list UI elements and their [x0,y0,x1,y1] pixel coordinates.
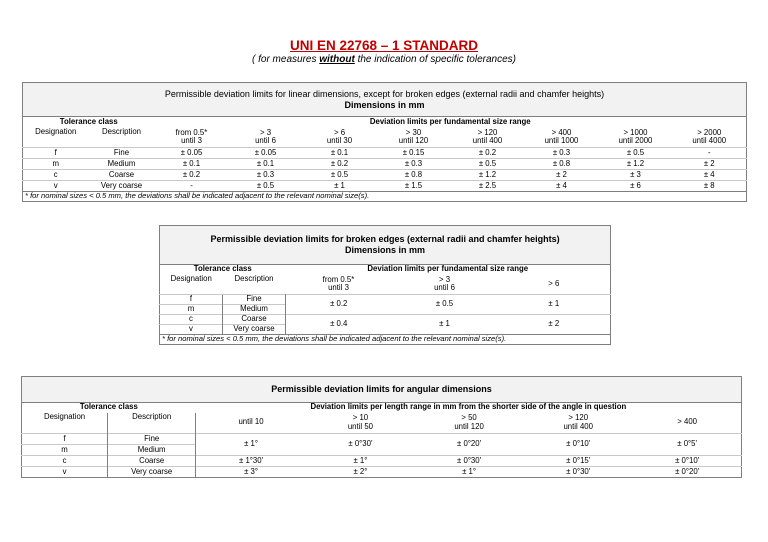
range-until: until 6 [434,283,455,293]
range-until: until 30 [326,136,353,146]
deviation-cell: ± 4 [525,181,599,192]
table-row [22,434,742,445]
size-range-header [229,128,303,148]
range-from: > 3 [438,274,451,284]
deviation-cell: ± 6 [599,181,673,192]
deviation-cell: ± 0.3 [377,159,451,170]
tolerance-class-header: Tolerance class [160,265,286,275]
deviation-cell: ± 1 [498,295,611,315]
broken-table-title [160,226,611,265]
description-cell: Medium [89,159,155,170]
deviation-cell: ± 1° [415,467,523,478]
linear-table-title [23,83,747,117]
size-range-header [599,128,673,148]
designation-cell: m [22,445,108,456]
size-range-header [392,275,498,295]
range-from: > 6 [548,278,560,288]
description-cell: Coarse [108,456,196,467]
range-until: until 2000 [618,136,653,146]
document-subtitle [0,54,768,65]
deviation-cell: ± 0°5' [633,434,741,456]
range-from: > 30 [405,127,422,137]
description-header: Description [234,274,274,283]
broken-title-line2: Dimensions in mm [345,245,426,255]
range-until: until 50 [347,421,373,431]
deviation-cell: ± 1.2 [599,159,673,170]
description-cell: Fine [223,295,286,305]
designation-header: Designation [35,127,77,136]
deviation-limits-header: Deviation limits per fundamental size range [286,265,611,275]
description-header: Description [102,127,141,136]
description-cell: Medium [108,445,196,456]
description-cell: Very coarse [89,181,155,192]
deviation-cell: ± 0.4 [286,315,392,335]
range-from: until 10 [238,417,264,427]
size-range-header [498,275,611,295]
designation-cell: f [23,148,89,159]
deviation-cell: ± 0.15 [377,148,451,159]
deviation-cell: ± 0.2 [451,148,525,159]
deviation-cell: ± 1° [306,456,415,467]
designation-cell: v [160,325,223,335]
description-cell: Fine [108,434,196,445]
deviation-cell: ± 4 [673,170,747,181]
angular-title: Permissible deviation limits for angular dimensions [271,384,492,394]
subtitle-before: ( for measures [252,54,320,65]
size-range-header [377,128,451,148]
range-from: from 0.5* [175,127,208,137]
deviation-cell: ± 0.8 [377,170,451,181]
description-cell: Coarse [223,315,286,325]
designation-cell: v [22,467,108,478]
description-header: Description [108,413,196,434]
designation-cell: f [160,295,223,305]
deviation-cell: ± 0.2 [303,159,377,170]
range-from: > 50 [461,413,477,423]
length-range-header [633,413,741,434]
deviation-cell: ± 0°30' [306,434,415,456]
range-from: from 0.5* [322,274,355,284]
deviation-cell: ± 0°30' [415,456,523,467]
range-from: > 400 [551,127,572,137]
table-row [23,181,747,192]
description-cell: Very coarse [223,325,286,335]
tolerance-class-header: Tolerance class [22,403,196,413]
length-range-header [196,413,306,434]
deviation-cell: ± 0.1 [155,159,229,170]
range-from: > 3 [259,127,272,137]
designation-cell: v [23,181,89,192]
deviation-cell: ± 0°15' [523,456,633,467]
linear-title-line1: Permissible deviation limits for linear dimensions, except for broken edges (external radii and chamfer heights) [164,88,605,99]
deviation-cell: ± 0.1 [303,148,377,159]
designation-cell: c [22,456,108,467]
deviation-cell: ± 0.2 [286,295,392,315]
angular-tolerance-table [21,376,742,478]
designation-header: Designation [43,412,86,421]
range-from: > 2000 [697,127,722,137]
table-row [23,170,747,181]
deviation-cell: ± 0°30' [523,467,633,478]
deviation-cell: ± 3 [599,170,673,181]
deviation-cell: - [673,148,747,159]
table-row [160,315,611,325]
size-range-header [155,128,229,148]
deviation-cell: ± 2.5 [451,181,525,192]
deviation-cell: ± 0°10' [633,456,741,467]
length-range-header [306,413,415,434]
range-until: until 400 [472,136,503,146]
range-until: until 400 [563,421,593,431]
deviation-cell: ± 1°30' [196,456,306,467]
deviation-cell: ± 0.05 [155,148,229,159]
range-until: until 6 [255,136,276,146]
size-range-header [303,128,377,148]
deviation-cell: ± 2 [498,315,611,335]
deviation-cell: ± 1 [392,315,498,335]
deviation-cell: ± 1.2 [451,170,525,181]
size-range-header [451,128,525,148]
range-until: until 3 [181,136,202,146]
range-until: until 120 [398,136,429,146]
table-row [23,148,747,159]
deviation-cell: ± 0.1 [229,159,303,170]
designation-cell: m [23,159,89,170]
linear-tolerance-table [22,82,747,202]
designation-cell: c [23,170,89,181]
designation-cell: c [160,315,223,325]
deviation-cell: ± 2 [525,170,599,181]
range-from: > 1000 [623,127,648,137]
tolerance-class-header: Tolerance class [23,117,155,128]
deviation-limits-header: Deviation limits per length range in mm from the shorter side of the angle in question [196,403,742,413]
deviation-cell: ± 0.8 [525,159,599,170]
range-from: > 120 [568,413,589,423]
deviation-cell: ± 0°20' [415,434,523,456]
deviation-limits-header: Deviation limits per fundamental size range [155,117,747,128]
deviation-cell: ± 1° [196,434,306,456]
deviation-cell: ± 0.3 [229,170,303,181]
range-from: > 10 [352,413,369,423]
size-range-header [286,275,392,295]
range-from: > 6 [333,127,346,137]
designation-cell: f [22,434,108,445]
deviation-cell: ± 3° [196,467,306,478]
table-row [22,456,742,467]
description-cell: Very coarse [108,467,196,478]
linear-title-line2: Dimensions in mm [344,99,425,110]
deviation-cell: ± 0°10' [523,434,633,456]
size-range-header [673,128,747,148]
length-range-header [415,413,523,434]
range-until: until 4000 [692,136,727,146]
table-row [22,467,742,478]
range-from: > 400 [677,417,697,427]
linear-footnote: * for nominal sizes < 0.5 mm, the deviations shall be indicated adjacent to the relevant nominal size(s). [23,192,747,202]
deviation-cell: ± 8 [673,181,747,192]
subtitle-after: the indication of specific tolerances) [354,54,516,65]
description-cell: Fine [89,148,155,159]
range-from: > 120 [477,127,498,137]
designation-header: Designation [170,274,212,283]
range-until: until 1000 [544,136,579,146]
description-cell: Medium [223,305,286,315]
deviation-cell: - [155,181,229,192]
deviation-cell: ± 0.3 [525,148,599,159]
table-row [23,159,747,170]
deviation-cell: ± 0.5 [599,148,673,159]
designation-cell: m [160,305,223,315]
deviation-cell: ± 0.5 [451,159,525,170]
deviation-cell: ± 0.05 [229,148,303,159]
description-cell: Coarse [89,170,155,181]
deviation-cell: ± 0°20' [633,467,741,478]
size-range-header [525,128,599,148]
angular-table-title [22,377,742,403]
table-row [160,295,611,305]
range-until: until 120 [454,421,484,431]
deviation-cell: ± 2 [673,159,747,170]
range-until: until 3 [328,283,349,293]
length-range-header [523,413,633,434]
deviation-cell: ± 1 [303,181,377,192]
broken-edges-tolerance-table [159,225,611,345]
deviation-cell: ± 0.2 [155,170,229,181]
deviation-cell: ± 2° [306,467,415,478]
deviation-cell: ± 0.5 [392,295,498,315]
document-title: UNI EN 22768 – 1 STANDARD [289,38,479,53]
deviation-cell: ± 0.5 [303,170,377,181]
deviation-cell: ± 0.5 [229,181,303,192]
broken-title-line1: Permissible deviation limits for broken edges (external radii and chamfer heights) [210,234,560,244]
subtitle-emphasis: without [319,54,355,65]
deviation-cell: ± 1.5 [377,181,451,192]
broken-footnote: * for nominal sizes < 0.5 mm, the deviations shall be indicated adjacent to the relevant nominal size(s). [160,335,611,345]
